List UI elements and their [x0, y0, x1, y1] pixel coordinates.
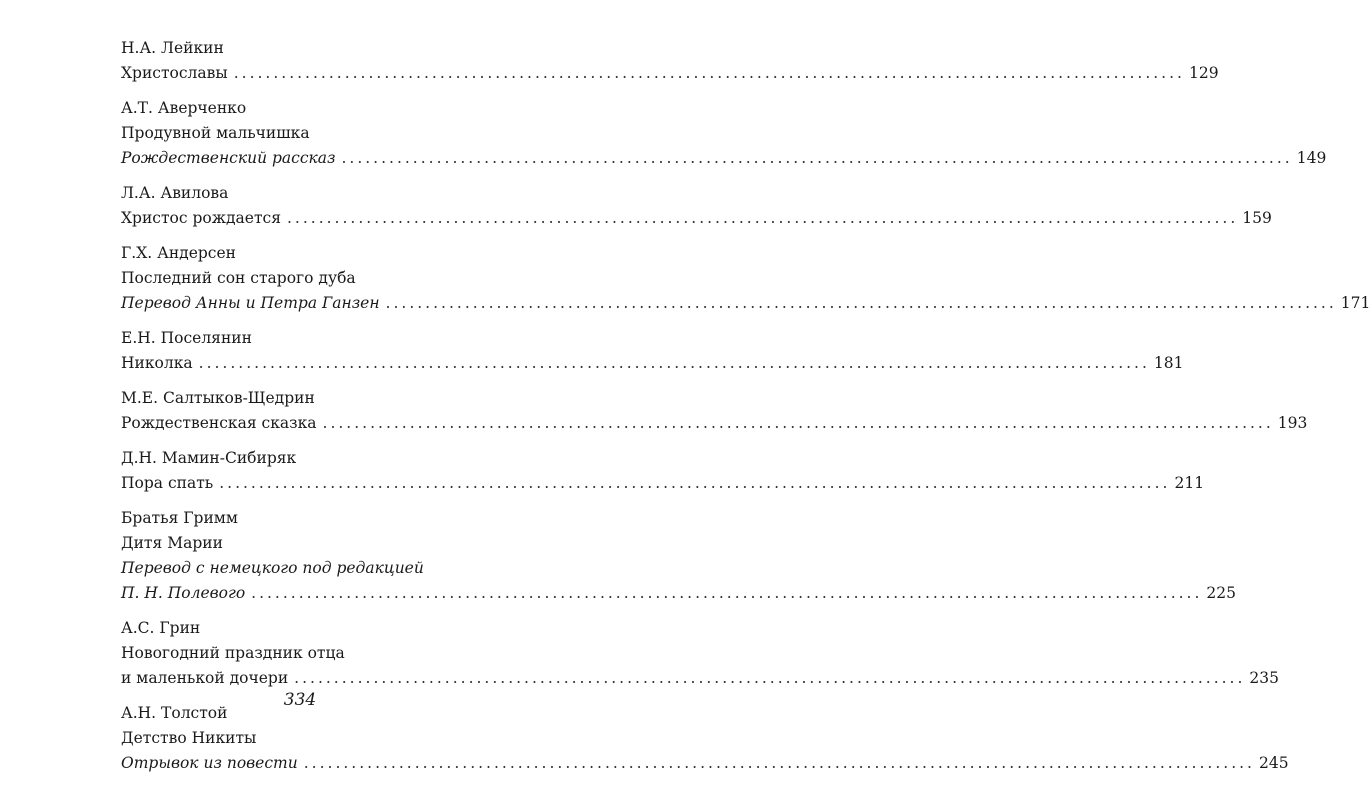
toc-row: [121, 411, 1308, 436]
toc-title: Последний сон старого дуба: [121, 269, 356, 287]
toc-entry: [121, 241, 1370, 316]
toc-author: Н.А. Лейкин: [121, 39, 224, 57]
toc-author: Г.Х. Андерсен: [121, 244, 236, 262]
toc-title: Пора спать: [121, 474, 214, 492]
toc-note: Перевод Анны и Петра Ганзен: [121, 294, 380, 312]
toc-page-number: 171: [1340, 294, 1370, 312]
toc-author: Д.Н. Мамин-Сибиряк: [121, 449, 297, 467]
toc-entry: [121, 96, 1327, 171]
leader-dots: ........................................................................................................................: [251, 584, 1203, 602]
toc-entry: [121, 36, 1219, 86]
toc-note: Перевод с немецкого под редакцией: [121, 559, 424, 577]
toc-page-number: 129: [1188, 64, 1219, 82]
leader-dots: ........................................................................................................................: [287, 209, 1239, 227]
toc-author: Братья Гримм: [121, 509, 238, 527]
toc-row: [121, 291, 1370, 316]
toc-row: [121, 351, 1184, 376]
toc-author: М.Е. Салтыков-Щедрин: [121, 389, 315, 407]
toc-row: [121, 751, 1289, 776]
toc-note: П. Н. Полевого: [121, 584, 246, 602]
toc-entry: [121, 616, 1280, 691]
toc-row: [121, 471, 1205, 496]
leader-dots: ........................................................................................................................: [233, 64, 1185, 82]
table-of-contents: [121, 36, 1370, 786]
toc-row: [121, 61, 1219, 86]
toc-entry: [121, 181, 1272, 231]
toc-row: [121, 666, 1280, 691]
toc-title: Продувной мальчишка: [121, 124, 310, 142]
toc-title: и маленькой дочери: [121, 669, 289, 687]
toc-row: [121, 206, 1272, 231]
toc-entry: [121, 386, 1308, 436]
toc-entry: [121, 506, 1236, 606]
toc-author: А.С. Грин: [121, 619, 201, 637]
toc-author: А.Т. Аверченко: [121, 99, 247, 117]
leader-dots: ........................................................................................................................: [294, 669, 1246, 687]
toc-page-number: 149: [1296, 149, 1327, 167]
toc-page-number: 211: [1174, 474, 1205, 492]
toc-note: Рождественский рассказ: [121, 149, 336, 167]
toc-title: Детство Никиты: [121, 729, 257, 747]
toc-title: Рождественская сказка: [121, 414, 317, 432]
toc-title: Христос рождается: [121, 209, 281, 227]
toc-note: Отрывок из повести: [121, 754, 298, 772]
toc-title: Николка: [121, 354, 193, 372]
toc-page-number: 245: [1258, 754, 1289, 772]
toc-page-number: 235: [1249, 669, 1280, 687]
toc-title: Дитя Марии: [121, 534, 223, 552]
toc-author: Л.А. Авилова: [121, 184, 229, 202]
toc-title: Христославы: [121, 64, 228, 82]
leader-dots: ........................................................................................................................: [219, 474, 1171, 492]
toc-row: [121, 581, 1236, 606]
page-number: 334: [283, 690, 317, 710]
toc-author: Е.Н. Поселянин: [121, 329, 252, 347]
leader-dots: ........................................................................................................................: [385, 294, 1337, 312]
toc-entry: [121, 701, 1289, 776]
toc-page-number: 193: [1277, 414, 1308, 432]
leader-dots: ........................................................................................................................: [341, 149, 1293, 167]
toc-page-number: 225: [1206, 584, 1236, 602]
toc-row: [121, 146, 1327, 171]
toc-page-number: 159: [1242, 209, 1272, 227]
leader-dots: ........................................................................................................................: [303, 754, 1255, 772]
toc-page-number: 181: [1153, 354, 1184, 372]
leader-dots: ........................................................................................................................: [322, 414, 1274, 432]
toc-entry: [121, 446, 1205, 496]
leader-dots: ........................................................................................................................: [198, 354, 1150, 372]
toc-author: А.Н. Толстой: [121, 704, 228, 722]
toc-title: Новогодний праздник отца: [121, 644, 345, 662]
toc-entry: [121, 326, 1184, 376]
